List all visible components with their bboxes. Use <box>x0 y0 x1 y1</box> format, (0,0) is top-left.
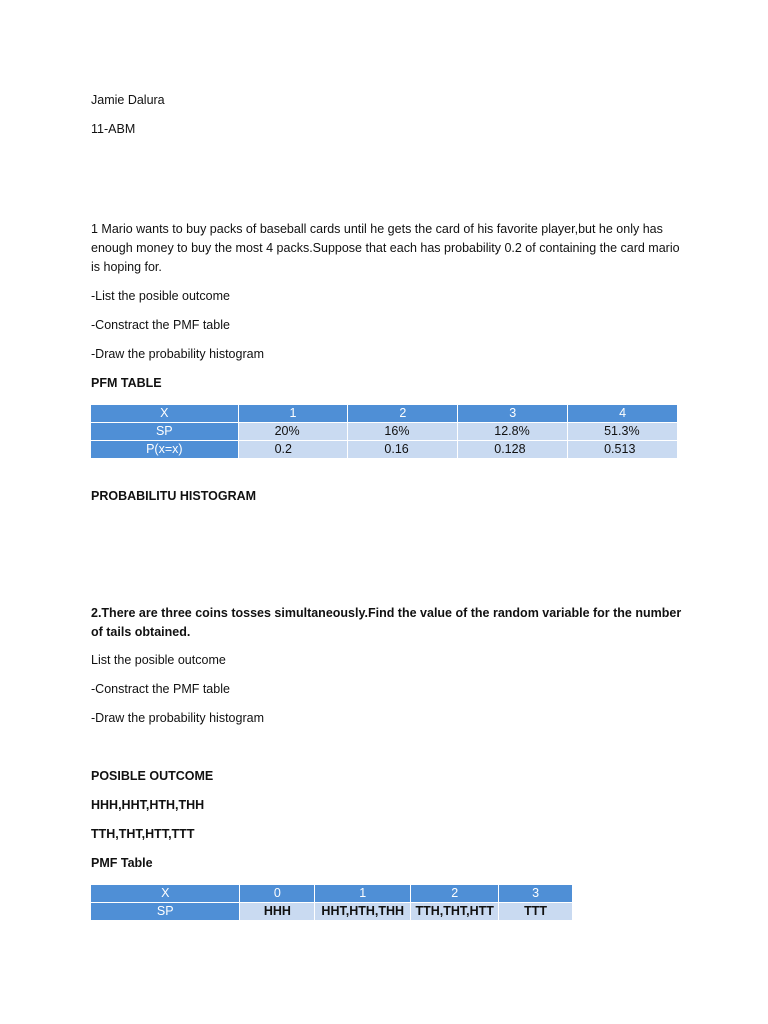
problem2-text: 2.There are three coins tosses simultaneously.Find the value of the random variable for the number of tails obtained. <box>91 606 682 639</box>
table-row <box>91 423 678 441</box>
author-section: 11-ABM <box>91 122 136 136</box>
problem1-task-3: -Draw the probability histogram <box>91 347 264 361</box>
table-header-cell: 2 <box>411 885 499 903</box>
table-header-row <box>91 885 573 903</box>
table-row-label: P(x=x) <box>91 441 239 459</box>
table-row-label: SP <box>91 903 240 921</box>
pmf-table-1 <box>90 404 678 459</box>
table-cell: 51.3% <box>568 423 678 441</box>
table-cell: 0.16 <box>348 441 458 459</box>
table-cell: 16% <box>348 423 458 441</box>
problem1-text: 1 Mario wants to buy packs of baseball cards until he gets the card of his favorite player,but he only has enough money to buy the most 4 packs.Suppose that each has probability 0.2 of containing the card mario is hoping for. <box>91 222 680 274</box>
table-cell: TTH,THT,HTT <box>411 903 499 921</box>
table-header-cell: 0 <box>240 885 315 903</box>
table-cell: 12.8% <box>458 423 568 441</box>
table-header-cell: 2 <box>348 405 458 423</box>
outcome-line-1: HHH,HHT,HTH,THH <box>91 798 205 812</box>
table-row <box>91 903 573 921</box>
table-cell: 0.128 <box>458 441 568 459</box>
table-header-cell: 3 <box>458 405 568 423</box>
pmf-table-2 <box>90 884 573 921</box>
table-cell: 0.513 <box>568 441 678 459</box>
table-cell: HHH <box>240 903 315 921</box>
table-header-cell: X <box>91 885 240 903</box>
histogram-title: PROBABILITU HISTOGRAM <box>91 489 257 503</box>
table-cell: 20% <box>238 423 348 441</box>
table-header-row <box>91 405 678 423</box>
table-header-cell: 1 <box>238 405 348 423</box>
table-cell: HHT,HTH,THH <box>315 903 411 921</box>
outcome-line-2: TTH,THT,HTT,TTT <box>91 827 195 841</box>
outcome-title: POSIBLE OUTCOME <box>91 769 214 783</box>
problem2-table-title: PMF Table <box>91 856 153 870</box>
problem2-task-1: List the posible outcome <box>91 653 226 667</box>
problem2-task-3: -Draw the probability histogram <box>91 711 264 725</box>
problem1-task-2: -Constract the PMF table <box>91 318 230 332</box>
table-header-cell: 1 <box>315 885 411 903</box>
table-header-cell: 4 <box>568 405 678 423</box>
table-header-cell: X <box>91 405 239 423</box>
table-header-cell: 3 <box>499 885 573 903</box>
problem1-task-1: -List the posible outcome <box>91 289 230 303</box>
table-cell: 0.2 <box>238 441 348 459</box>
table-row <box>91 441 678 459</box>
problem1-table-title: PFM TABLE <box>91 376 162 390</box>
author-name: Jamie Dalura <box>91 93 165 107</box>
table-cell: TTT <box>499 903 573 921</box>
problem2-task-2: -Constract the PMF table <box>91 682 230 696</box>
table-row-label: SP <box>91 423 239 441</box>
